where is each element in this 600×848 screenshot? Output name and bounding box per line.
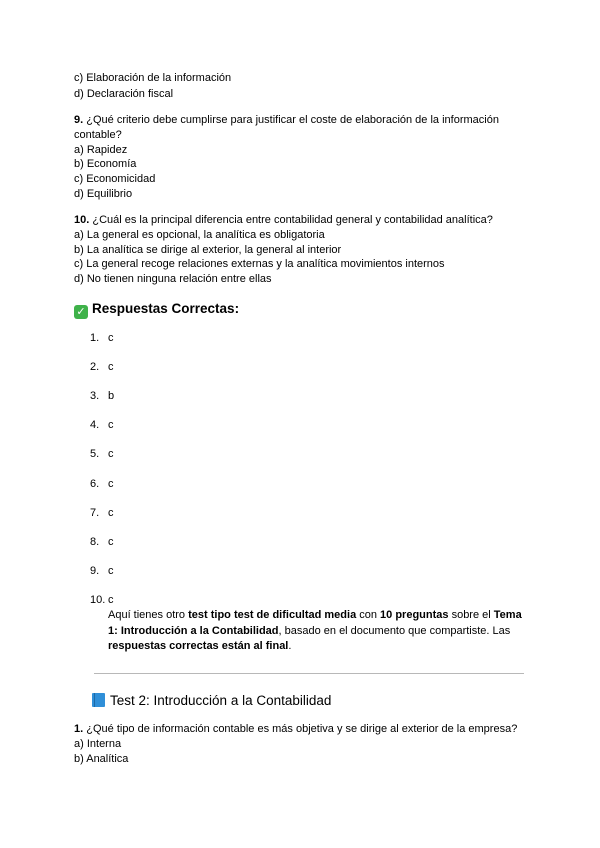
intro-text: , basado en el documento que compartiste. Las [278,624,511,637]
answer-item [90,389,114,404]
answer-value: c [108,361,114,373]
question-9-option-d: d) Equilibrio [74,188,133,200]
answer-item [90,506,114,521]
intro-paragraph [108,608,528,655]
answer-value: b [108,390,115,402]
question-10-option-c: c) La general recoge relaciones externas y la analítica movimientos internos [74,258,445,270]
answer-number: 2. [90,361,100,373]
question-9-number: 9. [74,114,84,126]
answer-item [90,535,114,550]
answer-item [90,418,114,433]
question-9-option-a: a) Rapidez [74,144,128,156]
intro-text: sobre el [448,609,494,621]
answer-number: 1. [90,332,100,344]
prev-option-c: c) Elaboración de la información [74,72,232,84]
answer-value: c [108,594,114,606]
test-2-question-1-option-b: b) Analítica [74,753,129,765]
answer-value: c [108,507,114,519]
test-2-question-1 [74,722,517,737]
question-10 [74,213,493,228]
test-2-heading-text: Test 2: Introducción a la Contabilidad [110,693,332,708]
answer-item [90,593,114,608]
intro-bold: Tema 1: Introducción a la Contabilidad [108,609,522,637]
question-9-text: ¿Qué criterio debe cumplirse para justificar el coste de elaboración de la información contable? [74,114,499,141]
question-9-option-c: c) Economicidad [74,173,156,185]
test-2-question-1-option-a: a) Interna [74,738,122,750]
answer-number: 5. [90,448,100,460]
intro-text: . [288,640,292,652]
answer-value: c [108,332,114,344]
test-2-heading [92,693,331,708]
test-2-question-1-text: ¿Qué tipo de información contable es más objetiva y se dirige al exterior de la empresa? [86,723,518,735]
prev-option-d: d) Declaración fiscal [74,88,174,100]
answer-value: c [108,536,114,548]
answer-value: c [108,565,114,577]
question-10-text: ¿Cuál es la principal diferencia entre contabilidad general y contabilidad analítica? [92,214,493,226]
question-10-option-a: a) La general es opcional, la analítica es obligatoria [74,229,325,241]
answer-item [90,360,114,375]
answer-number: 8. [90,536,100,548]
question-10-number: 10. [74,214,90,226]
answer-number: 10. [90,594,106,606]
intro-text: con [356,609,381,621]
answer-number: 7. [90,507,100,519]
answer-number: 9. [90,565,100,577]
horizontal-divider [94,673,524,674]
test-2-question-1-number: 1. [74,723,84,735]
question-9-option-b: b) Economía [74,158,137,170]
answer-item [90,447,114,462]
answer-number: 3. [90,390,100,402]
answer-value: c [108,478,114,490]
answer-value: c [108,448,114,460]
intro-bold: respuestas correctas están al final [108,640,289,652]
book-icon [92,693,105,707]
intro-bold: test tipo test de dificultad media [188,609,357,621]
answer-item [90,564,114,579]
intro-bold: 10 preguntas [380,609,449,621]
intro-text: Aquí tienes otro [108,609,189,621]
question-10-option-d: d) No tienen ninguna relación entre ellas [74,273,272,285]
answer-number: 4. [90,419,100,431]
answers-heading-text: Respuestas Correctas: [92,301,240,316]
question-10-option-b: b) La analítica se dirige al exterior, la general al interior [74,244,342,256]
answer-value: c [108,419,114,431]
question-9 [74,113,514,143]
answer-item [90,331,114,346]
answer-item [90,477,114,492]
answers-heading [74,301,239,319]
check-mark-icon: ✓ [74,305,88,319]
answer-number: 6. [90,478,100,490]
